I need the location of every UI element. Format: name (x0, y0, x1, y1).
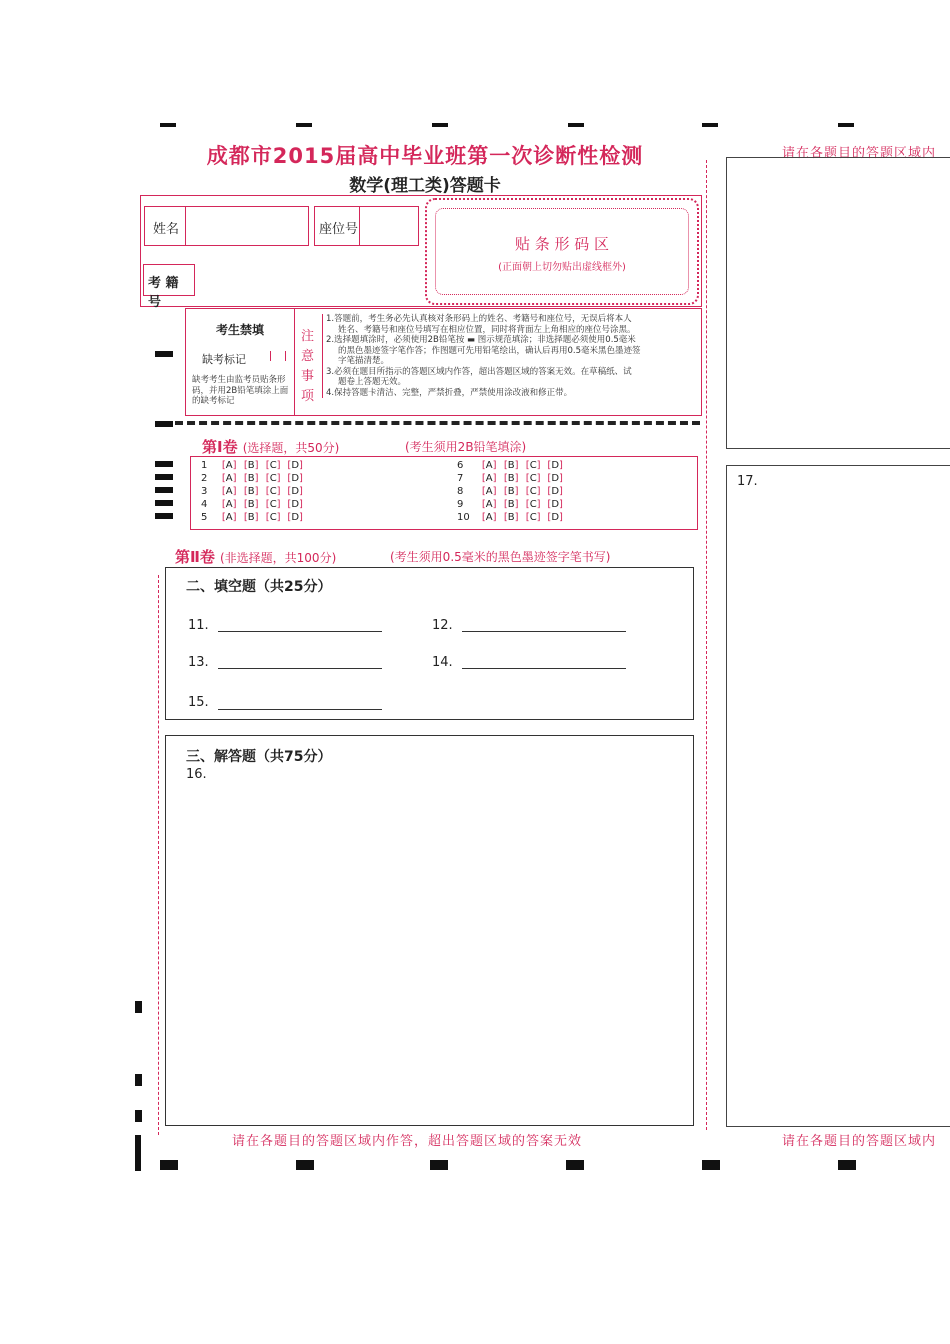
fill-in-section (165, 567, 694, 720)
option-b[interactable]: [B] (503, 499, 519, 510)
part2-title: 第Ⅱ卷 (175, 548, 215, 566)
seat-label-cell (314, 206, 360, 246)
part1-title: 第Ⅰ卷 (202, 438, 238, 456)
option-a[interactable]: [A] (221, 473, 237, 484)
timing-mark (160, 1160, 178, 1170)
option-d[interactable]: [D] (287, 486, 303, 497)
q11-answer-line[interactable] (218, 631, 382, 632)
option-d[interactable]: [D] (287, 473, 303, 484)
part2-header (175, 546, 336, 567)
name-label-cell (144, 206, 186, 246)
option-d[interactable]: [D] (287, 512, 303, 523)
right-warning-bottom: 请在各题目的答题区域内 (782, 1134, 937, 1149)
question-number: 8 (457, 486, 464, 497)
option-d[interactable]: [D] (287, 499, 303, 510)
option-a[interactable]: [A] (221, 460, 237, 471)
part1-header (202, 436, 339, 457)
timing-mark (155, 487, 173, 493)
q15-answer-line[interactable] (218, 709, 382, 710)
option-b[interactable]: [B] (503, 473, 519, 484)
option-a[interactable]: [A] (481, 473, 497, 484)
timing-mark (155, 500, 173, 506)
solve-title: 三、解答题（共75分） (186, 749, 332, 765)
question-number: 1 (201, 460, 208, 471)
timing-mark (838, 123, 854, 127)
choice-row[interactable] (457, 499, 566, 510)
option-c[interactable]: [C] (265, 473, 281, 484)
timing-mark (155, 351, 173, 357)
question-number: 3 (201, 486, 208, 497)
q17-label: 17. (737, 474, 758, 489)
option-c[interactable]: [C] (525, 499, 541, 510)
choice-row[interactable] (457, 473, 566, 484)
question-number: 2 (201, 473, 208, 484)
notes-heading-char: 事 (301, 369, 315, 384)
notes-list (322, 314, 702, 398)
option-c[interactable]: [C] (525, 473, 541, 484)
absent-mark-label: 缺考标记 (202, 353, 246, 366)
timing-mark (568, 123, 584, 127)
question-number: 6 (457, 460, 464, 471)
note-line: 4.保持答题卡清洁、完整，严禁折叠，严禁使用涂改液和修正带。 (326, 387, 573, 398)
bottom-warning: 请在各题目的答题区域内作答，超出答题区域的答案无效 (232, 1134, 583, 1149)
notes-heading (301, 327, 315, 407)
exam-id-field[interactable] (196, 264, 416, 294)
note-line: 姓名、考籍号和座位号填写在相应位置，同时将背面左上角相应的座位号涂黑。 (338, 324, 636, 335)
question-number: 7 (457, 473, 464, 484)
option-c[interactable]: [C] (265, 486, 281, 497)
absent-mark-box[interactable] (270, 351, 286, 361)
timing-mark (155, 474, 173, 480)
option-b[interactable]: [B] (503, 512, 519, 523)
note-line: 字笔描清楚。 (338, 356, 390, 366)
option-c[interactable]: [C] (265, 460, 281, 471)
option-d[interactable]: [D] (547, 460, 563, 471)
part1-sub: (选择题，共50分) (242, 441, 340, 455)
option-d[interactable]: [D] (547, 473, 563, 484)
option-d[interactable]: [D] (287, 460, 303, 471)
fill-title: 二、填空题（共25分） (186, 579, 332, 595)
timing-mark (155, 513, 173, 519)
q15-label: 15. (188, 695, 209, 710)
option-b[interactable]: [B] (243, 499, 259, 510)
absent-box (186, 309, 295, 415)
name-label: 姓名 (153, 222, 180, 237)
option-a[interactable]: [A] (481, 499, 497, 510)
choice-row[interactable] (457, 486, 566, 497)
choice-row[interactable] (201, 499, 306, 510)
question-number: 4 (201, 499, 208, 510)
right-answer-box-top[interactable] (726, 157, 950, 449)
notes-box (185, 308, 702, 416)
option-c[interactable]: [C] (525, 486, 541, 497)
choice-grid (190, 456, 698, 530)
timing-mark (838, 1160, 856, 1170)
timing-mark (432, 123, 448, 127)
option-a[interactable]: [A] (221, 486, 237, 497)
note-line: 的黑色墨迹签字笔作答；作图题可先用铅笔绘出，确认后再用0.5毫米黑色墨迹签 (338, 345, 641, 356)
seat-field[interactable] (359, 206, 419, 246)
note-line: 3.必须在题目所指示的答题区域内作答，超出答题区域的答案无效。在草稿纸、试 (326, 366, 632, 377)
part2-instruction: (考生须用0.5毫米的黑色墨迹签字笔书写) (390, 550, 611, 564)
option-a[interactable]: [A] (481, 512, 497, 523)
part1-instruction: (考生须用2B铅笔填涂) (405, 440, 527, 454)
option-a[interactable]: [A] (221, 499, 237, 510)
note-line: 2.选择题填涂时，必须使用2B铅笔按 ▬ 图示规范填涂；非选择题必须使用0.5毫米 (326, 335, 636, 345)
option-d[interactable]: [D] (547, 512, 563, 523)
option-d[interactable]: [D] (547, 486, 563, 497)
timing-mark (702, 123, 718, 127)
option-a[interactable]: [A] (221, 512, 237, 523)
option-c[interactable]: [C] (265, 512, 281, 523)
right-answer-box-17[interactable] (726, 465, 950, 1127)
option-b[interactable]: [B] (243, 512, 259, 523)
note-line: 1.答题前，考生务必先认真核对条形码上的姓名、考籍号和座位号，无误后将本人 (326, 314, 632, 324)
notes-heading-char: 项 (301, 389, 315, 404)
timing-mark (135, 1001, 142, 1013)
option-a[interactable]: [A] (481, 460, 497, 471)
notes-heading-char: 注 (301, 329, 315, 344)
timing-mark (135, 1135, 141, 1171)
option-c[interactable]: [C] (525, 512, 541, 523)
barcode-note: (正面朝上切勿贴出虚线框外) (498, 262, 626, 273)
solve-section[interactable] (165, 735, 694, 1126)
option-b[interactable]: [B] (503, 460, 519, 471)
timing-mark (155, 421, 173, 427)
q16-label: 16. (186, 767, 207, 782)
timing-mark (155, 461, 173, 467)
timing-mark (702, 1160, 720, 1170)
q12-label: 12. (432, 618, 453, 633)
choice-row[interactable] (201, 512, 306, 523)
option-b[interactable]: [B] (243, 486, 259, 497)
choice-row[interactable] (201, 486, 306, 497)
middle-cut-line (706, 160, 707, 1130)
page-title: 成都市2015届高中毕业班第一次诊断性检测 (206, 144, 644, 168)
right-warning-top: 请在各题目的答题区域内 (782, 146, 937, 161)
barcode-title: 贴 条 形 码 区 (514, 235, 610, 253)
timing-mark (296, 1160, 314, 1170)
choice-row[interactable] (457, 512, 566, 523)
choice-row[interactable] (457, 460, 566, 471)
option-c[interactable]: [C] (265, 499, 281, 510)
timing-mark (566, 1160, 584, 1170)
q13-answer-line[interactable] (218, 668, 382, 669)
q12-answer-line[interactable] (462, 631, 626, 632)
notes-heading-char: 意 (301, 349, 315, 364)
option-c[interactable]: [C] (525, 460, 541, 471)
option-b[interactable]: [B] (503, 486, 519, 497)
timing-mark (135, 1110, 142, 1122)
q14-answer-line[interactable] (462, 668, 626, 669)
page-subtitle: 数学(理工类)答题卡 (349, 176, 501, 196)
timing-mark (135, 1074, 142, 1086)
question-number: 10 (457, 512, 470, 523)
seat-label: 座位号 (319, 222, 359, 237)
option-b[interactable]: [B] (243, 473, 259, 484)
name-field[interactable] (185, 206, 309, 246)
q11-label: 11. (188, 618, 209, 633)
q14-label: 14. (432, 655, 453, 670)
option-a[interactable]: [A] (481, 486, 497, 497)
part2-sub: (非选择题，共100分) (219, 551, 337, 565)
left-cut-line (158, 575, 159, 1135)
choice-row[interactable] (201, 460, 306, 471)
timing-mark (296, 123, 312, 127)
option-d[interactable]: [D] (547, 499, 563, 510)
timing-mark (160, 123, 176, 127)
option-b[interactable]: [B] (243, 460, 259, 471)
absent-note: 缺考考生由监考员贴条形码，并用2B铅笔填涂上面的缺考标记 (192, 375, 289, 406)
q13-label: 13. (188, 655, 209, 670)
timing-mark (430, 1160, 448, 1170)
question-number: 5 (201, 512, 208, 523)
choice-row[interactable] (201, 473, 306, 484)
exam-id-label-cell (143, 264, 195, 310)
exam-id-label: 考 籍 号 (148, 276, 179, 310)
absent-title: 考生禁填 (215, 323, 264, 337)
barcode-area (425, 198, 699, 305)
question-number: 9 (457, 499, 464, 510)
dashed-separator (175, 421, 700, 425)
note-line: 题卷上答题无效。 (338, 377, 407, 387)
